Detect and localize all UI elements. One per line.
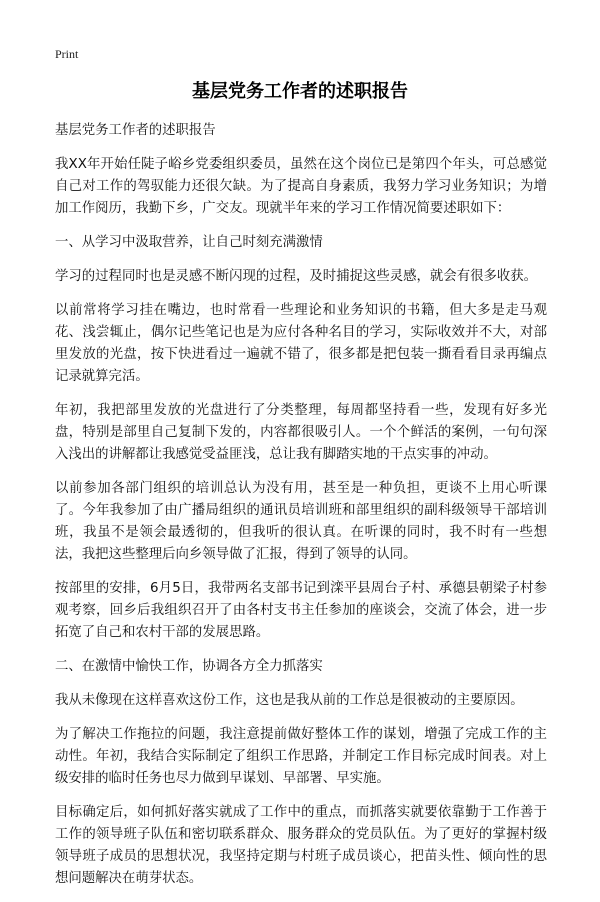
paragraph: 按部里的安排，6月5日，我带两名支部书记到滦平县周台子村、承德县朝梁子村参观考察，回乡后我组织召开了由各村支书主任参加的座谈会，交流了体会，进一步拓宽了自己和农村干部的发展思路。 xyxy=(55,581,547,640)
paragraph: 为了解决工作拖拉的问题，我注意提前做好整体工作的谋划，增强了完成工作的主动性。年初，我结合实际制定了组织工作思路，并制定工作目标完成时间表。对上级安排的临时任务也尽力做到早谋划、早部署、早实施。 xyxy=(55,727,547,786)
paragraph: 我从未像现在这样喜欢这份工作，这也是我从前的工作总是很被动的主要原因。 xyxy=(55,693,524,708)
paragraph-subtitle: 基层党务工作者的述职报告 xyxy=(55,123,216,138)
section-heading: 一、从学习中汲取营养，让自己时刻充满激情 xyxy=(55,235,323,250)
paragraph: 年初，我把部里发放的光盘进行了分类整理，每周都坚持看一些，发现有好多光盘，特别是部里自己复制下发的，内容都很吸引人。一个个鲜活的案例，一句句深入浅出的讲解都让我感觉受益匪浅，总让我有脚踏实地的干点实事的冲动。 xyxy=(55,403,547,462)
print-link[interactable]: Print xyxy=(55,47,79,61)
paragraph: 以前常将学习挂在嘴边，也时常看一些理论和业务知识的书籍，但大多是走马观花、浅尝辄止，偶尔记些笔记也是为应付各种名目的学习，实际收效并不大，对部里发放的光盘，按下快进看过一遍就不错了，很多都是把包装一撕看看目录再编点记录就算完活。 xyxy=(55,303,547,384)
section-heading: 二、在激情中愉快工作，协调各方全力抓落实 xyxy=(55,659,323,674)
page-title: 基层党务工作者的述职报告 xyxy=(192,81,408,102)
paragraph: 目标确定后，如何抓好落实就成了工作中的重点，而抓落实就要依靠勤于工作善于工作的领导班子队伍和密切联系群众、服务群众的党员队伍。为了更好的掌握村级领导班子成员的思想状况，我坚持定期与村班子成员谈心，把苗头性、倾向性的思想问题解决在萌芽状态。 xyxy=(55,805,547,886)
paragraph: 我XX年开始任陡子峪乡党委组织委员，虽然在这个岗位已是第四个年头，可总感觉自己对工作的驾驭能力还很欠缺。为了提高自身素质，我努力学习业务知识；为增加工作阅历，我勤下乡，广交友。现就半年来的学习工作情况简要述职如下： xyxy=(55,157,547,216)
paragraph: 以前参加各部门组织的培训总认为没有用，甚至是一种负担，更谈不上用心听课了。今年我参加了由广播局组织的通讯员培训班和部里组织的副科级领导干部培训班，我虽不是领会最透彻的，但我听的很认真。在听课的同时，我不时有一些想法，我把这些整理后向乡领导做了汇报，得到了领导的认同。 xyxy=(55,481,547,562)
document-body xyxy=(55,120,547,902)
paragraph: 学习的过程同时也是灵感不断闪现的过程，及时捕捉这些灵感，就会有很多收获。 xyxy=(55,269,538,284)
